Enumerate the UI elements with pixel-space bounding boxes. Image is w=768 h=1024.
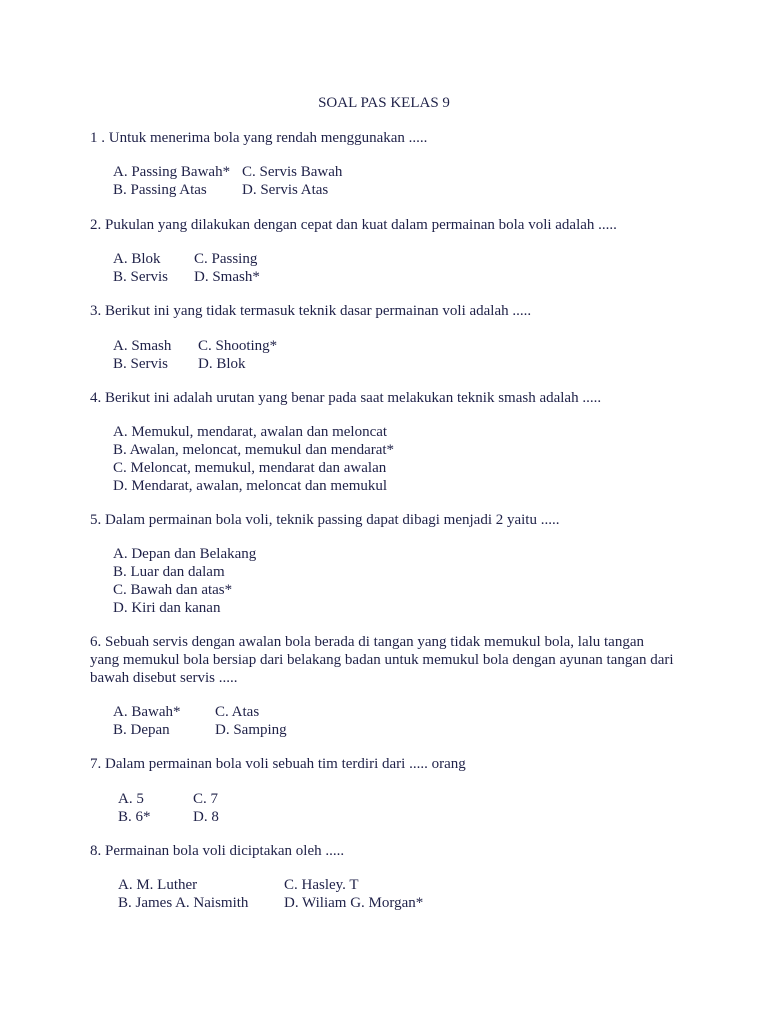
question-6-text-line-2: yang memukul bola bersiap dari belakang badan untuk memukul bola dengan ayunan tangan dari [90, 652, 674, 668]
question-2-option-d: D. Smash* [194, 269, 260, 285]
question-7-option-d: D. 8 [193, 809, 219, 825]
question-4-option-b: B. Awalan, meloncat, memukul dan mendarat* [113, 442, 395, 458]
question-7-option-c: C. 7 [193, 791, 219, 807]
question-7-option-b: B. 6* [118, 809, 151, 825]
question-3-option-c: C. Shooting* [198, 338, 278, 354]
question-5-text: 5. Dalam permainan bola voli, teknik passing dapat dibagi menjadi 2 yaitu ..... [90, 512, 560, 528]
question-5-option-c: C. Bawah dan atas* [113, 582, 233, 598]
question-6-option-c: C. Atas [215, 704, 260, 720]
question-2-option-c: C. Passing [194, 251, 258, 267]
question-1-option-d: D. Servis Atas [242, 182, 329, 198]
question-4-option-d: D. Mendarat, awalan, meloncat dan memukul [113, 478, 388, 494]
question-1-option-c: C. Servis Bawah [242, 164, 343, 180]
question-4-option-a: A. Memukul, mendarat, awalan dan meloncat [113, 424, 388, 440]
question-2-option-b: B. Servis [113, 269, 169, 285]
question-6-option-a: A. Bawah* [113, 704, 181, 720]
question-7-option-a: A. 5 [118, 791, 144, 807]
question-1-option-b: B. Passing Atas [113, 182, 207, 198]
document-title: SOAL PAS KELAS 9 [318, 95, 450, 111]
question-6-option-d: D. Samping [215, 722, 287, 738]
question-4-text: 4. Berikut ini adalah urutan yang benar pada saat melakukan teknik smash adalah ..... [90, 390, 602, 406]
question-7-text: 7. Dalam permainan bola voli sebuah tim terdiri dari ..... orang [90, 756, 466, 772]
question-5-option-b: B. Luar dan dalam [113, 564, 225, 580]
question-6-text-line-1: 6. Sebuah servis dengan awalan bola berada di tangan yang tidak memukul bola, lalu tangan [90, 634, 644, 650]
question-3-option-a: A. Smash [113, 338, 172, 354]
question-3-text: 3. Berikut ini yang tidak termasuk teknik dasar permainan voli adalah ..... [90, 303, 532, 319]
question-8-option-d: D. Wiliam G. Morgan* [284, 895, 424, 911]
question-8-option-b: B. James A. Naismith [118, 895, 249, 911]
question-8-text: 8. Permainan bola voli diciptakan oleh ..... [90, 843, 345, 859]
question-3-option-d: D. Blok [198, 356, 246, 372]
question-3-option-b: B. Servis [113, 356, 169, 372]
question-8-option-c: C. Hasley. T [284, 877, 359, 893]
question-6-text-line-3: bawah disebut servis ..... [90, 670, 238, 686]
question-5-option-d: D. Kiri dan kanan [113, 600, 221, 616]
question-6-option-b: B. Depan [113, 722, 170, 738]
question-1-option-a: A. Passing Bawah* [113, 164, 231, 180]
question-8-option-a: A. M. Luther [118, 877, 198, 893]
question-1-text: 1 . Untuk menerima bola yang rendah menggunakan ..... [90, 130, 428, 146]
question-2-option-a: A. Blok [113, 251, 161, 267]
question-5-option-a: A. Depan dan Belakang [113, 546, 257, 562]
question-4-option-c: C. Meloncat, memukul, mendarat dan awalan [113, 460, 387, 476]
question-2-text: 2. Pukulan yang dilakukan dengan cepat dan kuat dalam permainan bola voli adalah ..... [90, 217, 617, 233]
